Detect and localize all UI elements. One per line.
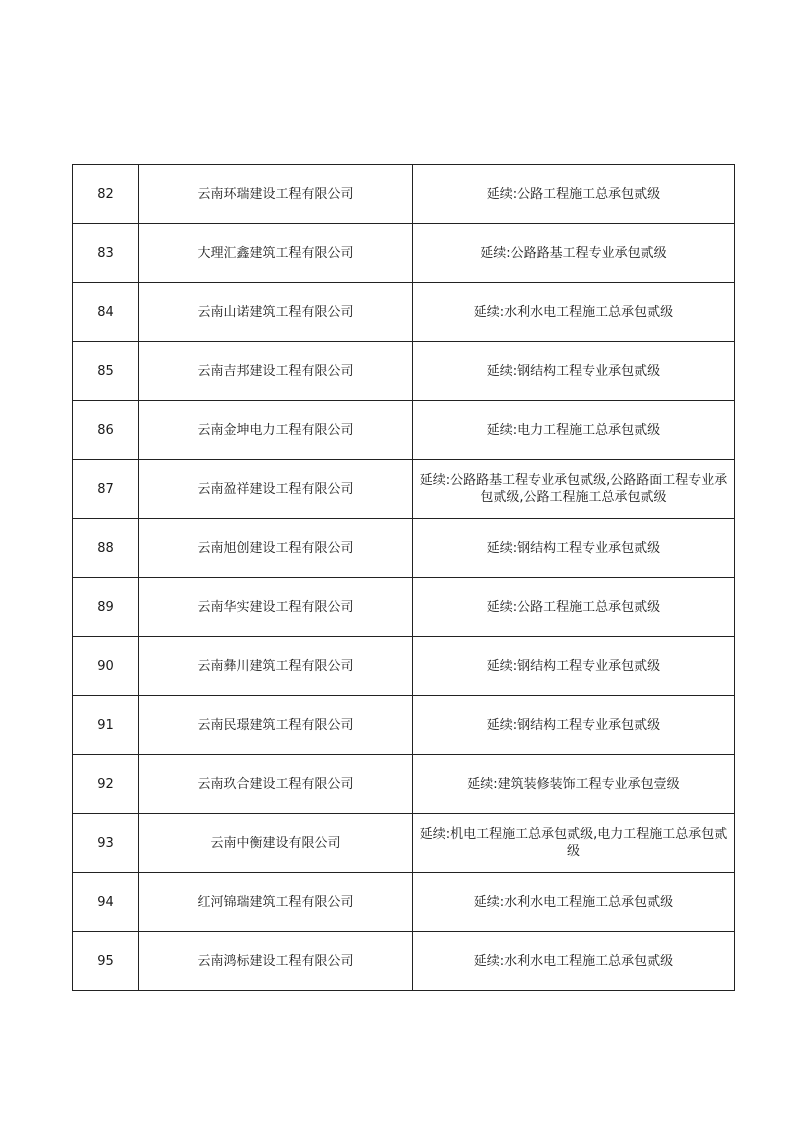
- table-row: [73, 519, 735, 578]
- qualification-scope: 延续:钢结构工程专业承包贰级: [413, 342, 735, 401]
- qualification-scope: 延续:水利水电工程施工总承包贰级: [413, 932, 735, 991]
- qualification-scope: 延续:公路工程施工总承包贰级: [413, 165, 735, 224]
- row-number: 89: [73, 578, 139, 637]
- qualification-scope: 延续:机电工程施工总承包贰级,电力工程施工总承包贰级: [413, 814, 735, 873]
- table-row: [73, 165, 735, 224]
- table-row: [73, 696, 735, 755]
- company-name: 云南中衡建设有限公司: [139, 814, 413, 873]
- company-name: 红河锦瑞建筑工程有限公司: [139, 873, 413, 932]
- table-row: [73, 401, 735, 460]
- row-number: 94: [73, 873, 139, 932]
- row-number: 95: [73, 932, 139, 991]
- company-name: 云南山诺建筑工程有限公司: [139, 283, 413, 342]
- qualification-scope: 延续:电力工程施工总承包贰级: [413, 401, 735, 460]
- qualification-scope: 延续:钢结构工程专业承包贰级: [413, 519, 735, 578]
- table-row: [73, 342, 735, 401]
- qualification-scope: 延续:建筑装修装饰工程专业承包壹级: [413, 755, 735, 814]
- company-name: 云南吉邦建设工程有限公司: [139, 342, 413, 401]
- row-number: 88: [73, 519, 139, 578]
- company-name: 大理汇鑫建筑工程有限公司: [139, 224, 413, 283]
- table-row: [73, 755, 735, 814]
- table-row: [73, 637, 735, 696]
- qualification-scope: 延续:公路路基工程专业承包贰级: [413, 224, 735, 283]
- qualification-scope: 延续:公路工程施工总承包贰级: [413, 578, 735, 637]
- table-row: [73, 460, 735, 519]
- row-number: 84: [73, 283, 139, 342]
- company-name: 云南华实建设工程有限公司: [139, 578, 413, 637]
- table-row: [73, 932, 735, 991]
- row-number: 91: [73, 696, 139, 755]
- row-number: 87: [73, 460, 139, 519]
- table-row: [73, 578, 735, 637]
- row-number: 83: [73, 224, 139, 283]
- company-name: 云南盈祥建设工程有限公司: [139, 460, 413, 519]
- table-row: [73, 873, 735, 932]
- company-name: 云南彝川建筑工程有限公司: [139, 637, 413, 696]
- company-name: 云南玖合建设工程有限公司: [139, 755, 413, 814]
- qualification-scope: 延续:公路路基工程专业承包贰级,公路路面工程专业承包贰级,公路工程施工总承包贰级: [413, 460, 735, 519]
- qualification-table: [72, 164, 735, 991]
- table-row: [73, 814, 735, 873]
- qualification-scope: 延续:水利水电工程施工总承包贰级: [413, 283, 735, 342]
- company-name: 云南鸿标建设工程有限公司: [139, 932, 413, 991]
- row-number: 90: [73, 637, 139, 696]
- row-number: 93: [73, 814, 139, 873]
- qualification-scope: 延续:钢结构工程专业承包贰级: [413, 637, 735, 696]
- qualification-scope: 延续:水利水电工程施工总承包贰级: [413, 873, 735, 932]
- row-number: 82: [73, 165, 139, 224]
- company-name: 云南环瑞建设工程有限公司: [139, 165, 413, 224]
- table-row: [73, 283, 735, 342]
- company-name: 云南金坤电力工程有限公司: [139, 401, 413, 460]
- row-number: 85: [73, 342, 139, 401]
- qualification-scope: 延续:钢结构工程专业承包贰级: [413, 696, 735, 755]
- row-number: 92: [73, 755, 139, 814]
- table-row: [73, 224, 735, 283]
- row-number: 86: [73, 401, 139, 460]
- company-name: 云南旭创建设工程有限公司: [139, 519, 413, 578]
- company-name: 云南民璟建筑工程有限公司: [139, 696, 413, 755]
